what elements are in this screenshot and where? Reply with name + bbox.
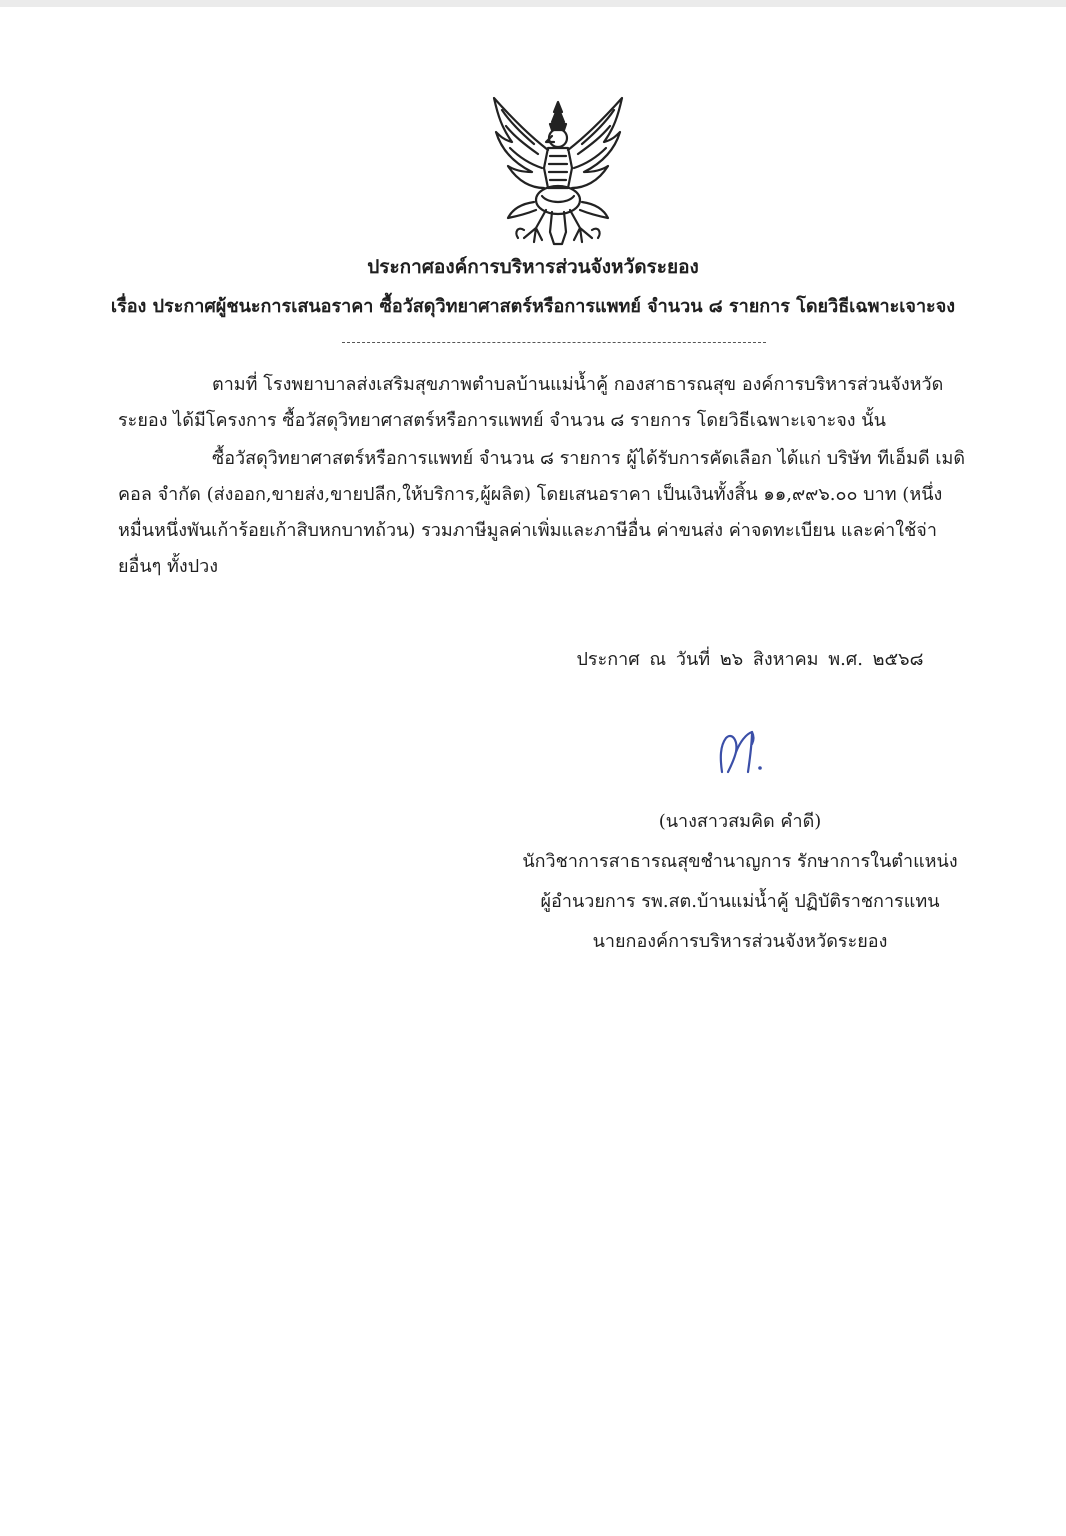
page-top-edge	[0, 0, 1066, 7]
paragraph-project-text: ตามที่ โรงพยาบาลส่งเสริมสุขภาพตำบลบ้านแม่น้ำคู้ กองสาธารณสุข องค์การบริหารส่วนจังหวัดระยอง ได้มีโครงการ ซื้อวัสดุวิทยาศาสตร์หรือการแพทย์ จำนวน ๘ รายการ โดยวิธีเฉพาะเจาะจง นั้น	[118, 374, 944, 431]
signature-block	[500, 802, 980, 962]
paragraph-project	[118, 367, 976, 439]
signatory-name: (นางสาวสมคิด คำดี)	[658, 811, 822, 832]
paragraph-winner	[118, 441, 976, 585]
announcement-title: ประกาศองค์การบริหารส่วนจังหวัดระยอง	[367, 256, 699, 278]
signatory-position-3: นายกองค์การบริหารส่วนจังหวัดระยอง	[592, 931, 888, 952]
signatory-position-1: นักวิชาการสาธารณสุขชำนาญการ รักษาการในตำแหน่ง	[522, 851, 958, 872]
paragraph-winner-text: ซื้อวัสดุวิทยาศาสตร์หรือการแพทย์ จำนวน ๘ รายการ ผู้ได้รับการคัดเลือก ได้แก่ บริษัท ทีเอ็มดี เมดิคอล จำกัด (ส่งออก,ขายส่ง,ขายปลีก,ให้บริการ,ผู้ผลิต) โดยเสนอราคา เป็นเงินทั้งสิ้น ๑๑,๙๙๖.๐๐ บาท (หนึ่งหมื่นหนึ่งพันเก้าร้อยเก้าสิบหกบาทถ้วน) รวมภาษีมูลค่าเพิ่มและภาษีอื่น ค่าขนส่ง ค่าจดทะเบียน และค่าใช้จ่ายอื่นๆ ทั้งปวง	[118, 448, 966, 577]
handwritten-signature	[700, 722, 790, 782]
announcement-subject: เรื่อง ประกาศผู้ชนะการเสนอราคา ซื้อวัสดุวิทยาศาสตร์หรือการแพทย์ จำนวน ๘ รายการ โดยวิธีเฉพาะเจาะจง	[110, 296, 956, 317]
dashed-divider	[342, 342, 766, 343]
signatory-position-2: ผู้อำนวยการ รพ.สต.บ้านแม่น้ำคู้ ปฏิบัติราชการแทน	[540, 891, 940, 912]
announcement-date: ประกาศ ณ วันที่ ๒๖ สิงหาคม พ.ศ. ๒๕๖๘	[576, 649, 924, 670]
garuda-emblem-icon	[484, 92, 632, 248]
